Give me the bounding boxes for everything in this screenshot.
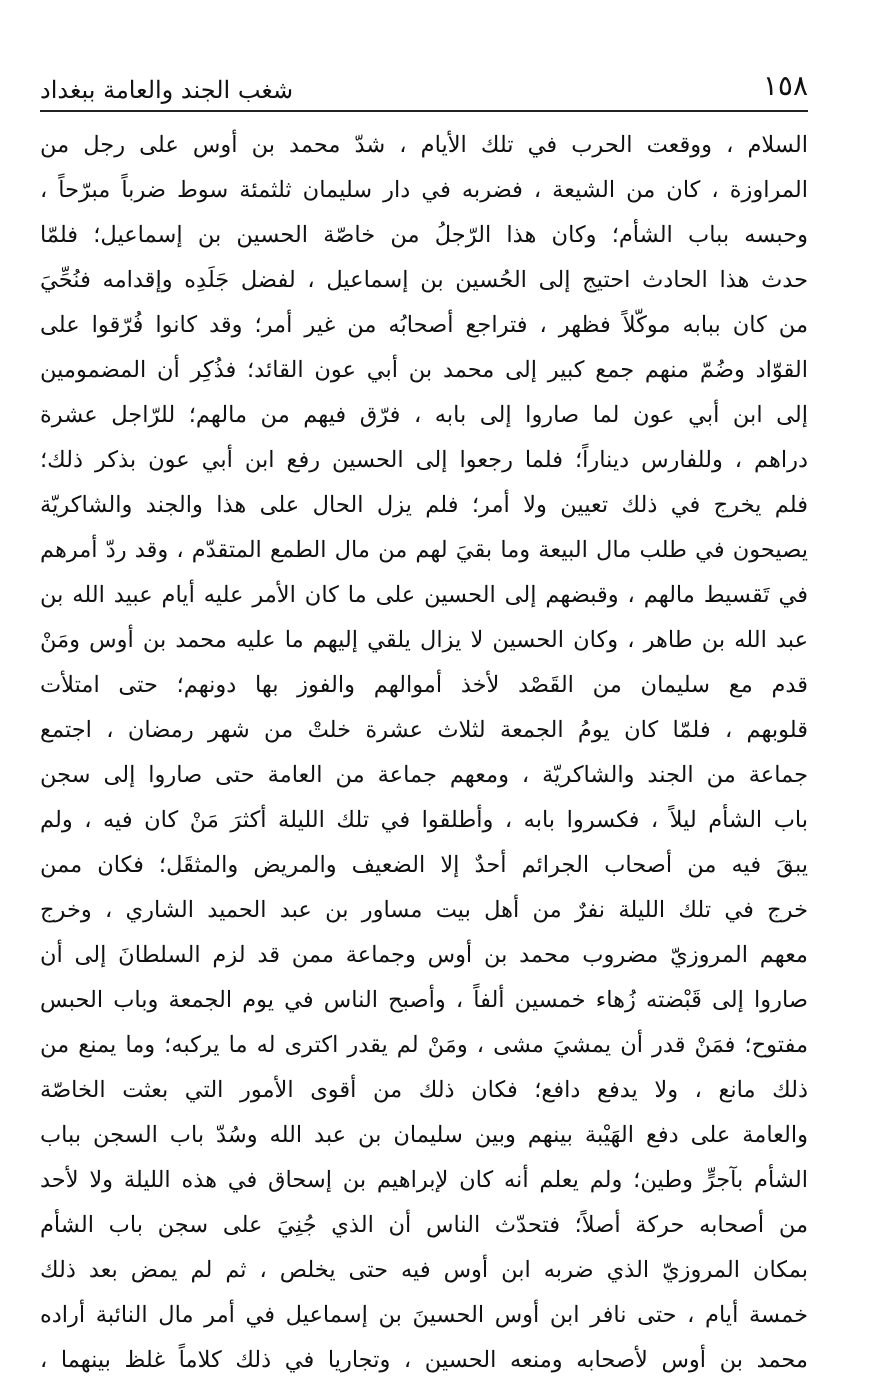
text-line: في تَقسيط مالهم ، وقبضهم إلى الحسين على ما كان الأمر عليه أيام عبيد الله بن [40,582,808,608]
text-line: الشأم بآجرٍّ وطين؛ ولم يعلم أنه كان لإبراهيم بن إسحاق في هذه الليلة ولا لأحد [40,1167,808,1193]
text-line: خرج في تلك الليلة نفرٌ من أهل بيت مساور بن عبد الحميد الشاري ، وخرج [40,897,808,923]
text-line: قدم مع سليمان من القَصْد لأخذ أموالهم والفوز بها دونهم؛ حتى امتلأت [40,672,808,698]
text-line: معهم المروزيّ مضروب محمد بن أوس وجماعة ممن قد لزم السلطانَ إلى أن [40,942,808,968]
text-line: عبد الله بن طاهر ، وكان الحسين لا يزال يلقي إليهم ما عليه محمد بن أوس ومَنْ [40,627,808,653]
page-header [40,66,808,112]
text-line: من كان ببابه موكّلاً فظهر ، فتراجع أصحابُه من غير أمر؛ وقد كانوا فُرّقوا على [40,312,808,338]
running-title: شغب الجند والعامة ببغداد [40,76,294,104]
text-line: صاروا إلى قَبْضته زُهاء خمسين ألفاً ، وأصبح الناس في يوم الجمعة وباب الحبس [40,987,808,1013]
text-line: المراوزة ، كان من الشيعة ، فضربه في دار سليمان ثلثمئة سوط ضرباً مبرّحاً ، [40,177,808,203]
text-line: خمسة أيام ، حتى نافر ابن أوس الحسينَ بن إسماعيل في أمر مال النائبة أراده [40,1302,808,1328]
text-line: باب الشأم ليلاً ، فكسروا بابه ، وأطلقوا في تلك الليلة أكثرَ مَنْ كان فيه ، ولم [40,807,808,833]
text-line: والعامة على دفع الهَيْبة بينهم وبين سليمان بن عبد الله وسُدّ باب السجن بباب [40,1122,808,1148]
page-number: ١٥٨ [762,69,808,102]
text-line: السلام ، ووقعت الحرب في تلك الأيام ، شدّ محمد بن أوس على رجل من [40,132,808,158]
text-line: مفتوح؛ فمَنْ قدر أن يمشيَ مشى ، ومَنْ لم يقدر اكترى له ما يركبه؛ وما يمنع من [40,1032,808,1058]
text-line: محمد بن أوس لأصحابه ومنعه الحسين ، وتجاريا في ذلك كلاماً غلظ بينهما ، [40,1347,808,1373]
text-line: القوّاد وضُمّ منهم جمع كبير إلى محمد بن أبي عون القائد؛ فذُكِر أن المضمومين [40,357,808,383]
body-text [40,123,808,1383]
text-line: وحبسه بباب الشأم؛ وكان هذا الرّجلُ من خاصّة الحسين بن إسماعيل؛ فلمّا [40,222,808,248]
text-line: إلى ابن أبي عون لما صاروا إلى بابه ، فرّق فيهم من مالهم؛ للرّاجل عشرة [40,402,808,428]
text-line: يبقَ فيه من أصحاب الجرائم أحدٌ إلا الضعيف والمريض والمثقَل؛ فكان ممن [40,852,808,878]
text-line: من أصحابه حركة أصلاً؛ فتحدّث الناس أن الذي جُنِيَ على سجن باب الشأم [40,1212,808,1238]
text-line: قلوبهم ، فلمّا كان يومُ الجمعة لثلاث عشرة خلتْ من شهر رمضان ، اجتمع [40,717,808,743]
text-line: يصيحون في طلب مال البيعة وما بقيَ لهم من مال الطمع المتقدّم ، وقد ردّ أمرهم [40,537,808,563]
text-line: بمكان المروزيّ الذي ضربه ابن أوس فيه حتى يخلص ، ثم لم يمض بعد ذلك [40,1257,808,1283]
text-line: دراهم ، وللفارس ديناراً؛ فلما رجعوا إلى الحسين رفع ابن أبي عون بذكر ذلك؛ [40,447,808,473]
text-line: حدث هذا الحادث احتيج إلى الحُسين بن إسماعيل ، لفضل جَلَدِه وإقدامه فنُحِّيَ [40,267,808,293]
text-line: فلم يخرج في ذلك تعيين ولا أمر؛ فلم يزل الحال على هذا والجند والشاكريّة [40,492,808,518]
text-line: جماعة من الجند والشاكريّة ، ومعهم جماعة من العامة حتى صاروا إلى سجن [40,762,808,788]
text-line: ذلك مانع ، ولا يدفع دافع؛ فكان ذلك من أقوى الأمور التي بعثت الخاصّة [40,1077,808,1103]
header-rule [40,110,808,112]
